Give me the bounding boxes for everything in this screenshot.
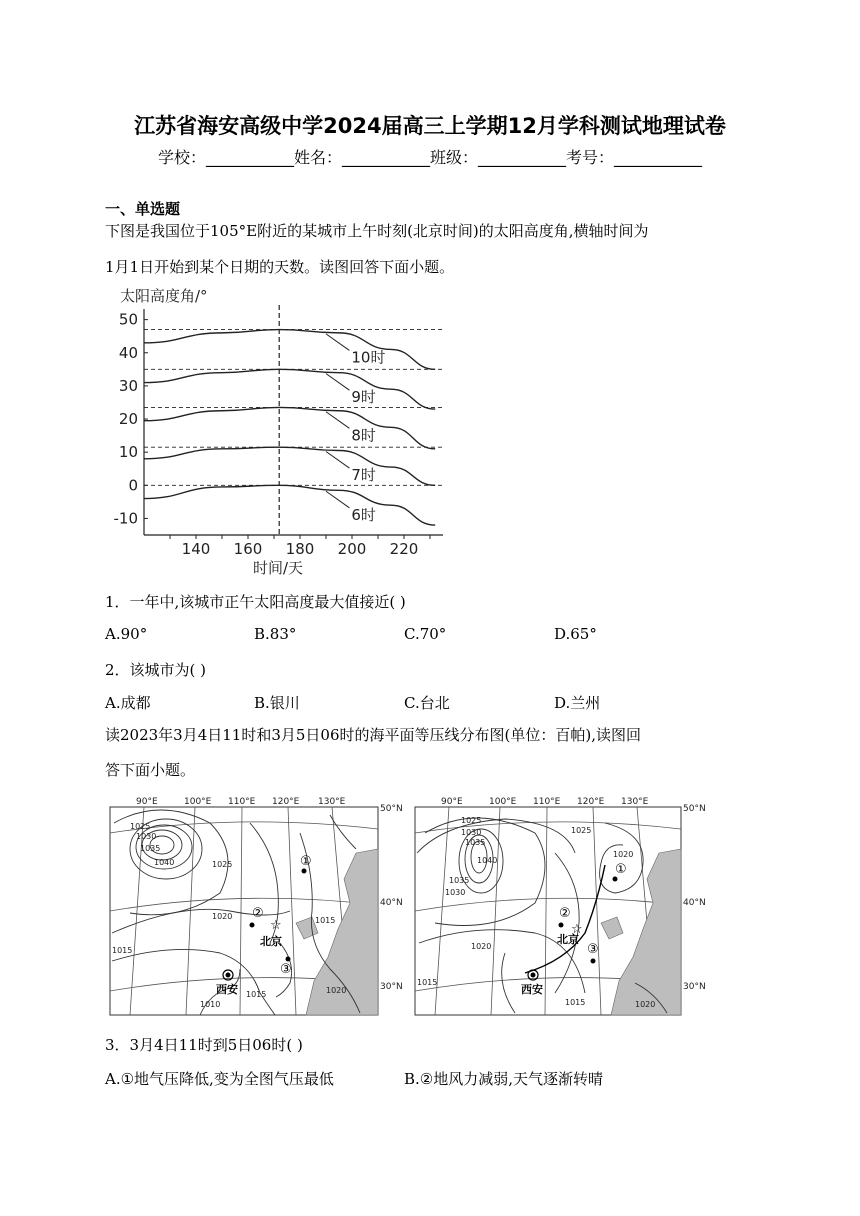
isobar-label: 1025	[130, 822, 151, 831]
isobar-label: 1020	[471, 942, 492, 951]
city-xian: 西安	[521, 983, 543, 996]
marker-2-dot	[559, 923, 564, 928]
beijing-star-icon: ☆	[571, 922, 583, 937]
student-info-line: 学校：___________姓名：___________班级：___________考号：___________	[157, 148, 702, 167]
isobar-label: 1010	[200, 1000, 221, 1009]
isobar-label: 1025	[571, 826, 592, 835]
city-beijing: 北京	[260, 935, 282, 948]
series-label: 9时	[351, 388, 376, 407]
series-leader-line	[326, 374, 349, 391]
isobar-label: 1040	[154, 858, 175, 867]
lon-label: 110°E	[228, 797, 256, 807]
isobar-label: 1025	[461, 816, 482, 825]
q1-option-c[interactable]: C.70°	[404, 625, 447, 643]
series-line	[144, 407, 435, 448]
intro-2-line-1: 读2023年3月4日11时和3月5日06时的海平面等压线分布图(单位：百帕),读图回	[105, 726, 641, 744]
lon-label: 130°E	[318, 797, 346, 807]
lon-label: 90°E	[136, 797, 158, 807]
series-leader-line	[326, 452, 349, 469]
marker-2: ②	[252, 906, 264, 921]
intro-1-line-2: 1月1日开始到某个日期的天数。读图回答下面小题。	[105, 258, 455, 276]
lon-label: 130°E	[621, 797, 649, 807]
series-leader-line	[326, 334, 349, 351]
isobar-label: 1020	[635, 1000, 656, 1009]
lat-label: 40°N	[380, 898, 403, 908]
q2-option-d[interactable]: D.兰州	[554, 694, 601, 712]
series-label: 8时	[351, 426, 376, 445]
lon-label: 110°E	[533, 797, 561, 807]
lon-label: 100°E	[489, 797, 517, 807]
xian-city-dot	[226, 973, 231, 978]
lon-label: 90°E	[441, 797, 463, 807]
isobar-label: 1025	[212, 860, 233, 869]
chart-x-axis-title: 时间/天	[252, 559, 304, 577]
lat-label: 30°N	[683, 982, 706, 992]
q1-option-b[interactable]: B.83°	[254, 625, 297, 643]
question-1: 1．一年中,该城市正午太阳高度最大值接近( )	[105, 593, 406, 611]
x-tick-label: 180	[285, 540, 315, 558]
q2-option-a[interactable]: A.成都	[105, 694, 151, 712]
lat-label: 50°N	[380, 804, 403, 814]
x-tick-label: 220	[389, 540, 419, 558]
marker-3: ③	[280, 962, 292, 977]
lat-label: 30°N	[380, 982, 403, 992]
isobar-label: 1030	[445, 888, 466, 897]
series-leader-line	[326, 491, 349, 508]
series-line	[144, 330, 435, 370]
chart-y-axis-title: 太阳高度角/°	[120, 287, 208, 305]
isobar-label: 1040	[477, 856, 498, 865]
x-tick-label: 140	[181, 540, 211, 558]
q2-option-c[interactable]: C.台北	[404, 694, 450, 712]
series-leader-line	[326, 412, 349, 429]
isobar-label: 1030	[136, 832, 157, 841]
q3-option-a[interactable]: A.①地气压降低,变为全图气压最低	[105, 1070, 334, 1088]
intro-2-line-2: 答下面小题。	[105, 761, 196, 779]
q2-option-b[interactable]: B.银川	[254, 694, 300, 712]
series-label: 7时	[351, 466, 376, 485]
isobar-label: 1015	[565, 998, 586, 1007]
page-title: 江苏省海安高级中学2024届高三上学期12月学科测试地理试卷	[134, 114, 726, 138]
series-line	[144, 369, 435, 409]
y-tick-label: 40	[118, 343, 138, 362]
lon-label: 120°E	[577, 797, 605, 807]
y-tick-label: -10	[113, 509, 138, 528]
intro-1-line-1: 下图是我国位于105°E附近的某城市上午时刻(北京时间)的太阳高度角,横轴时间为	[105, 222, 649, 240]
xian-city-dot	[531, 973, 536, 978]
series-label: 6时	[351, 505, 376, 524]
y-tick-label: 50	[118, 310, 138, 329]
marker-1-dot	[302, 869, 307, 874]
x-tick-label: 200	[337, 540, 367, 558]
series-line	[144, 447, 435, 485]
isobar-map-march-4	[100, 793, 403, 1023]
question-2: 2．该城市为( )	[105, 661, 207, 679]
isobar-label: 1015	[246, 990, 267, 999]
city-beijing: 北京	[557, 933, 579, 946]
marker-1: ①	[300, 854, 312, 869]
y-tick-label: 10	[118, 443, 138, 462]
isobar-label: 1020	[326, 986, 347, 995]
marker-2-dot	[250, 923, 255, 928]
marker-3-dot	[591, 959, 596, 964]
x-tick-label: 160	[233, 540, 263, 558]
marker-3: ③	[587, 942, 599, 957]
isobar-label: 1035	[465, 838, 486, 847]
series-line	[144, 485, 435, 525]
isobar-label: 1015	[112, 946, 133, 955]
marker-1: ①	[615, 862, 627, 877]
solar-altitude-chart	[108, 285, 448, 580]
isobar-label: 1015	[417, 978, 438, 987]
isobar-label: 1035	[449, 876, 470, 885]
marker-3-dot	[286, 957, 291, 962]
city-xian: 西安	[216, 983, 238, 996]
question-3: 3．3月4日11时到5日06时( )	[105, 1036, 303, 1054]
isobar-label: 1020	[212, 912, 233, 921]
section-heading: 一、单选题	[105, 200, 181, 218]
q1-option-a[interactable]: A.90°	[105, 625, 148, 643]
y-tick-label: 30	[118, 376, 138, 395]
series-label: 10时	[351, 348, 386, 367]
q3-option-b[interactable]: B.②地风力减弱,天气逐渐转晴	[404, 1070, 604, 1088]
chart-reference-lines	[144, 305, 443, 535]
isobar-map-march-5	[405, 793, 705, 1023]
lat-label: 50°N	[683, 804, 706, 814]
y-tick-label: 0	[128, 476, 138, 495]
lon-label: 120°E	[272, 797, 300, 807]
lon-label: 100°E	[184, 797, 212, 807]
isobar-label: 1030	[461, 828, 482, 837]
marker-2: ②	[559, 906, 571, 921]
isobar-label: 1020	[613, 850, 634, 859]
y-tick-label: 20	[118, 410, 138, 429]
chart-axes	[144, 309, 443, 539]
isobar-label: 1035	[140, 844, 161, 853]
chart-series-group	[144, 330, 435, 525]
beijing-star-icon: ☆	[270, 918, 282, 933]
q1-option-d[interactable]: D.65°	[554, 625, 597, 643]
isobar-label: 1015	[315, 916, 336, 925]
lat-label: 40°N	[683, 898, 706, 908]
marker-1-dot	[613, 877, 618, 882]
